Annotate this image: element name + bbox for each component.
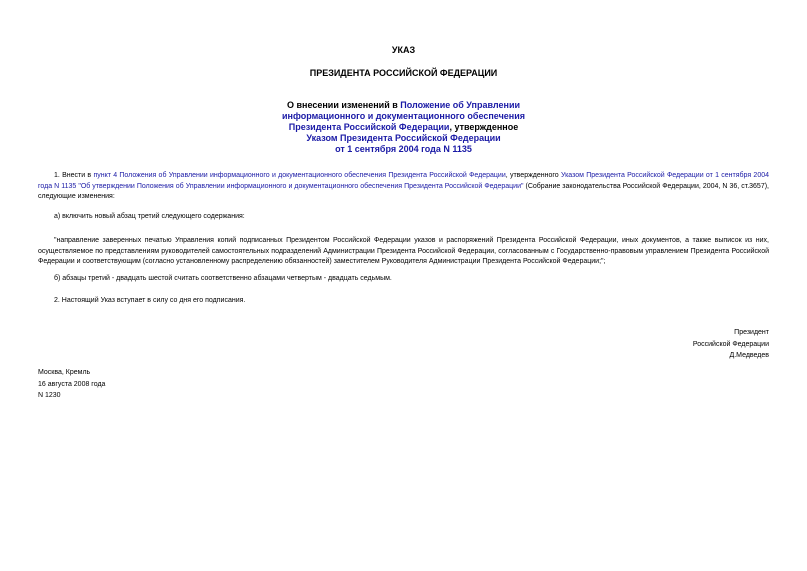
date-of-signing: 16 августа 2008 года xyxy=(38,380,106,388)
signature-name: Д.Медведев xyxy=(729,352,769,359)
title-link-decree[interactable]: Указом Президента Российской Федерации от 1 сентября 2004 года N 1135 xyxy=(306,133,501,154)
document-page xyxy=(38,0,769,571)
signature-title: Президент xyxy=(734,329,769,336)
signature-organization: Российской Федерации xyxy=(692,340,769,348)
place-date-block xyxy=(38,367,105,402)
document-title xyxy=(38,100,769,155)
document-type-heading: УКАЗ xyxy=(391,45,416,55)
title-text-part1: О внесении изменений в xyxy=(286,100,401,110)
link-decree-1135[interactable]: Указом Президента Российской Федерации от 1 сентября 2004 года N 1135 "Об утверждении Положения об Управлении информационного и документационного обеспечения Президента Российской Федерации" xyxy=(38,172,769,190)
title-text-part2: , утвержденное xyxy=(449,122,519,132)
paragraph-4: б) абзацы третий - двадцать шестой считать соответственно абзацами четвертым - двадцать седьмым. xyxy=(54,275,392,282)
paragraph-1: 1. Внести в пункт 4 Положения об Управлении информационного и документационного обеспечения Президента Российской Федерации, утвержденного Указом Президента Российской Федерации от 1 сентября 2004 года N 1135 "Об утверждении Положения об Управлении информационного и документационного обеспечения Президента Российской Федерации" (Собрание законодательства Российской Федерации, 2004, N 36, ст.3657), следующие изменения: xyxy=(38,172,769,200)
title-link-regulation[interactable]: Положение об Управлении информационного и документационного обеспечения Президента Российской Федерации xyxy=(281,100,526,132)
paragraph-3: "направление заверенных печатью Управления копий подписанных Президентом Российской Федерации указов и распоряжений Президента Российской Федерации, иных документов, а также выписок из них, осуществляемое по представлениям руководителей самостоятельных подразделений Администрации Президента Российской Федерации, согласованным с Государственно-правовым управлением Президента Российской Федерации и соответствующим (согласно установленному распределению обязанностей) заместителем Руководителя Администрации Президента Российской Федерации;"; xyxy=(38,237,769,265)
place-of-signing: Москва, Кремль xyxy=(38,369,91,376)
document-number: N 1230 xyxy=(38,392,61,399)
paragraph-5: 2. Настоящий Указ вступает в силу со дня его подписания. xyxy=(54,297,246,304)
paragraph-2: а) включить новый абзац третий следующего содержания: xyxy=(54,213,245,220)
link-regulation-clause-4[interactable]: пункт 4 Положения об Управлении информационного и документационного обеспечения Президента Российской Федерации xyxy=(93,172,506,179)
signature-block xyxy=(693,327,769,362)
issuer-heading: ПРЕЗИДЕНТА РОССИЙСКОЙ ФЕДЕРАЦИИ xyxy=(309,68,498,78)
